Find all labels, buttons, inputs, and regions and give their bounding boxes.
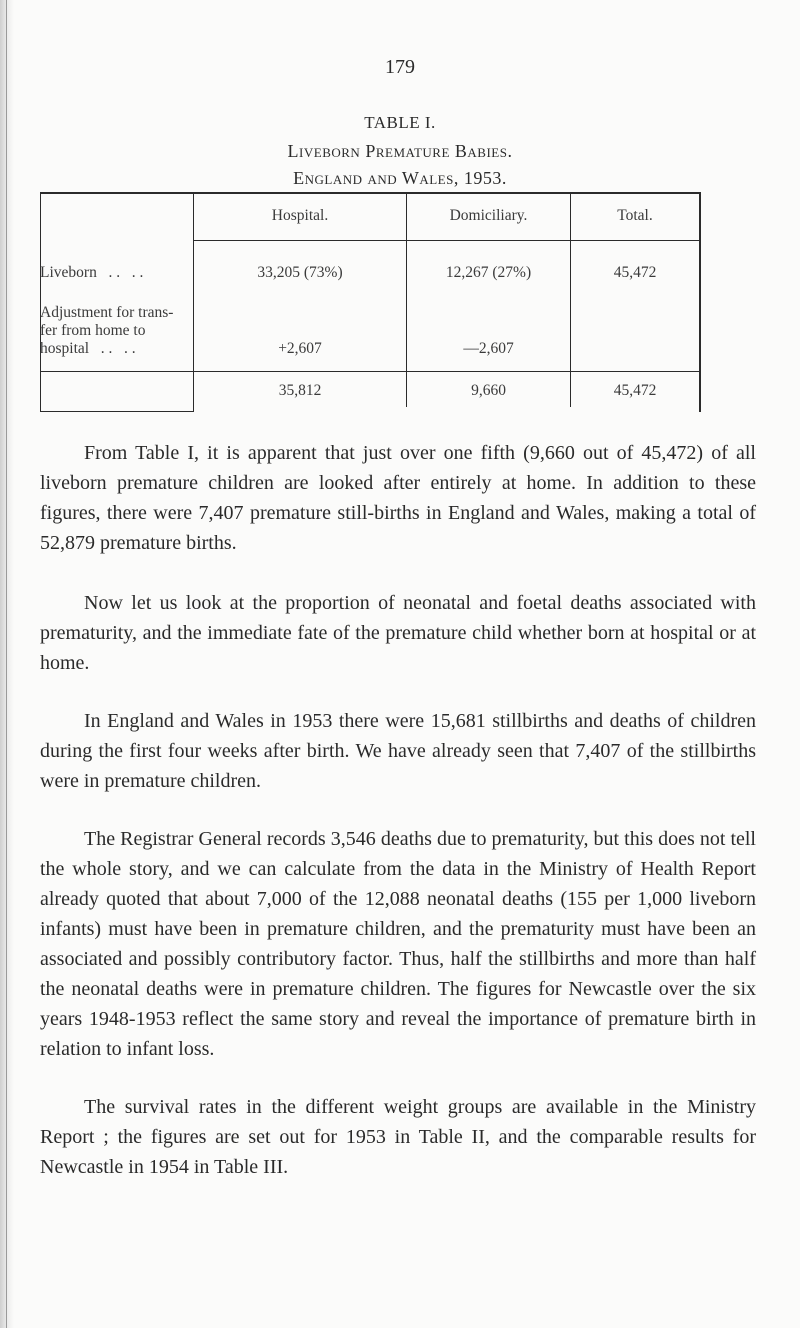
row-label-adjustment-line: fer from home to: [40, 322, 146, 339]
cell-adjustment-domiciliary: —2,607: [463, 340, 514, 357]
header-hospital: Hospital.: [271, 207, 329, 224]
total-hospital: 35,812: [278, 382, 322, 399]
row-label-adjustment-line: Adjustment for trans-: [40, 304, 174, 321]
table-total-rule: [40, 371, 700, 372]
header-total: Total.: [617, 207, 653, 224]
cell-liveborn-total: 45,472: [613, 264, 657, 281]
table-caption: TABLE I.: [364, 113, 436, 132]
paragraph: From Table I, it is apparent that just over one fifth (9,660 out of 45,472) of all liveborn premature children are looked after entirely at home. In addition to these figures, there were 7,407 premature still-births in England and Wales, making a total of 52,879 premature births.: [40, 442, 756, 554]
paragraph: In England and Wales in 1953 there were 15,681 stillbirths and deaths of children during the first four weeks after birth. We have already seen that 7,407 of the stillbirths were in premature children.: [40, 710, 756, 792]
page-number: 179: [385, 56, 415, 78]
page-gutter-shadow: [0, 0, 14, 1328]
table-top-rule: [40, 192, 700, 194]
row-label-adjustment: [40, 304, 192, 358]
body-text: [40, 438, 756, 1182]
total-domiciliary: 9,660: [471, 382, 506, 399]
paragraph: The survival rates in the different weight groups are available in the Ministry Report ; the figures are set out for 1953 in Table II, and the comparable results for Newcastle in 1954 in Table III.: [40, 1096, 756, 1178]
table-bottom-rule: [40, 411, 194, 412]
table-subtitle: England and Wales, 1953.: [293, 168, 507, 188]
header-domiciliary: Domiciliary.: [449, 207, 528, 224]
row-label-liveborn: Liveborn . . . .: [40, 264, 144, 281]
total-total: 45,472: [613, 382, 657, 399]
table-left-rule: [40, 192, 41, 412]
paragraph: The Registrar General records 3,546 deaths due to prematurity, but this does not tell the whole story, and we can calculate from the data in the Ministry of Health Report already quoted that about 7,000 of the 12,088 neonatal deaths (155 per 1,000 liveborn infants) must have been in premature children, and the prematurity must have been an associated and possibly contributory factor. Thus, half the stillbirths and more than half the neonatal deaths were in premature children. The figures for Newcastle over the six years 1948-1953 reflect the same story and reveal the importance of premature birth in relation to infant loss.: [40, 828, 756, 1060]
cell-liveborn-hospital: 33,205 (73%): [257, 264, 343, 281]
table-right-rule: [699, 192, 701, 412]
paragraph: Now let us look at the proportion of neonatal and foetal deaths associated with prematurity, and the immediate fate of the premature child whether born at hospital or at home.: [40, 592, 756, 674]
cell-adjustment-hospital: +2,607: [278, 340, 322, 357]
cell-liveborn-domiciliary: 12,267 (27%): [445, 264, 532, 281]
page-edge-line: [6, 0, 7, 1328]
row-label-adjustment-line: hospital . . . .: [40, 340, 136, 357]
table-col-rule-1: [193, 192, 194, 412]
table-title: Liveborn Premature Babies.: [287, 141, 513, 161]
table-header-rule: [194, 240, 700, 241]
